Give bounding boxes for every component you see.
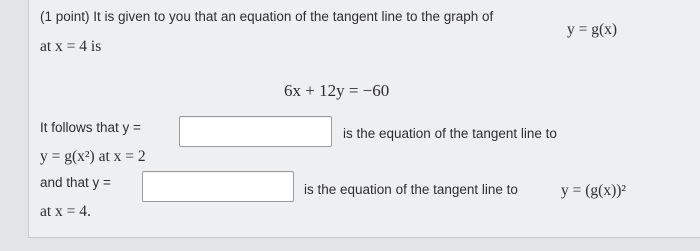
tangent-line-equation: 6x + 12y = −60 [284,81,390,100]
question-at-x-text: at x = 4 is [40,38,102,55]
part1-suffix: is the equation of the tangent line to [343,126,557,141]
question-intro-math: y = g(x) [567,21,618,38]
part2-suffix-text: is the equation of the tangent line to [304,182,518,197]
part2-prefix: and that y = [40,175,111,190]
part1-answer-input[interactable] [179,116,332,147]
part1-prefix: It follows that y = [40,120,141,135]
part2-continuation: at x = 4. [40,203,91,220]
question-intro-text: (1 point) It is given to you that an equation of the tangent line to the graph of [40,9,494,24]
part2-answer-input[interactable] [142,171,294,202]
part1-continuation: y = g(x²) at x = 2 [40,148,146,165]
part2-suffix-math: y = (g(x))² [561,182,627,199]
